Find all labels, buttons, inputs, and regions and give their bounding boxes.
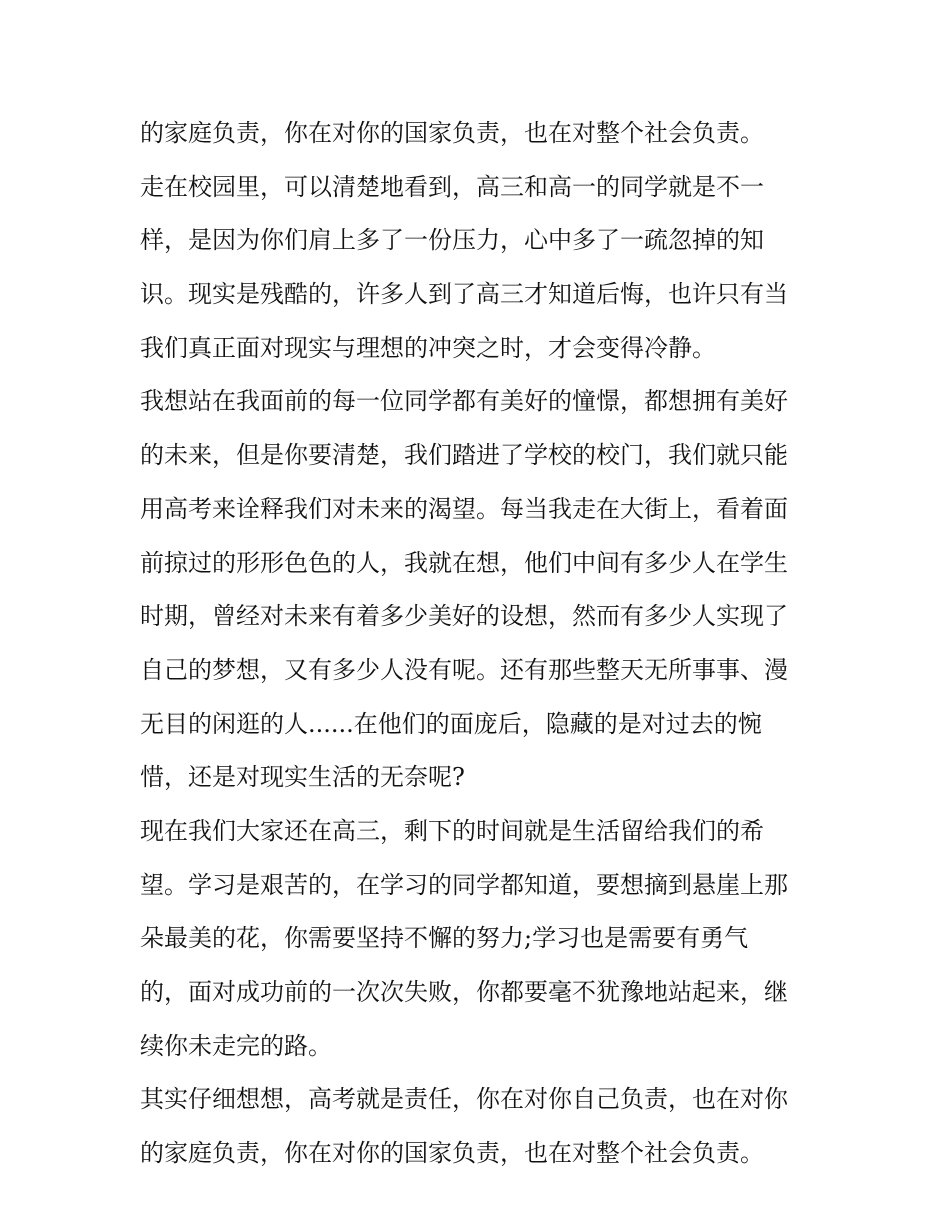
text-line: 的家庭负责，你在对你的国家负责，也在对整个社会负责。	[140, 119, 764, 147]
text-line: 走在校园里，可以清楚地看到，高三和高一的同学就是不一	[140, 172, 764, 201]
text-line: 我想站在我面前的每一位同学都有美好的憧憬，都想拥有美好	[140, 387, 788, 416]
text-line: 无目的闲逛的人......在他们的面庞后，隐藏的是对过去的惋	[140, 709, 762, 738]
text-line: 时期，曾经对未来有着多少美好的设想，然而有多少人实现了	[140, 602, 788, 631]
text-line: 前掠过的形形色色的人，我就在想，他们中间有多少人在学生	[140, 548, 788, 577]
text-line: 现在我们大家还在高三，剩下的时间就是生活留给我们的希	[140, 816, 764, 845]
text-line: 其实仔细想想，高考就是责任，你在对你自己负责，也在对你	[140, 1085, 788, 1114]
text-line: 望。学习是艰苦的，在学习的同学都知道，要想摘到悬崖上那	[140, 870, 788, 899]
text-line: 的家庭负责，你在对你的国家负责，也在对整个社会负责。	[140, 1139, 764, 1168]
text-line: 我们真正面对现实与理想的冲突之时，才会变得冷静。	[140, 333, 716, 362]
text-line: 惜，还是对现实生活的无奈呢?	[140, 763, 465, 792]
text-line: 朵最美的花，你需要坚持不懈的努力;学习也是需要有勇气	[140, 924, 749, 953]
text-line: 识。现实是残酷的，许多人到了高三才知道后悔，也许只有当	[140, 280, 788, 309]
text-line: 自己的梦想，又有多少人没有呢。还有那些整天无所事事、漫	[140, 655, 788, 684]
text-line: 样，是因为你们肩上多了一份压力，心中多了一疏忽掉的知	[140, 226, 764, 255]
text-line: 的未来，但是你要清楚，我们踏进了学校的校门，我们就只能	[140, 441, 788, 470]
text-line: 的，面对成功前的一次次失败，你都要毫不犹豫地站起来，继	[140, 978, 788, 1006]
text-line: 续你未走完的路。	[140, 1031, 332, 1060]
document-body	[140, 107, 820, 1181]
text-line: 用高考来诠释我们对未来的渴望。每当我走在大街上，看着面	[140, 494, 788, 523]
